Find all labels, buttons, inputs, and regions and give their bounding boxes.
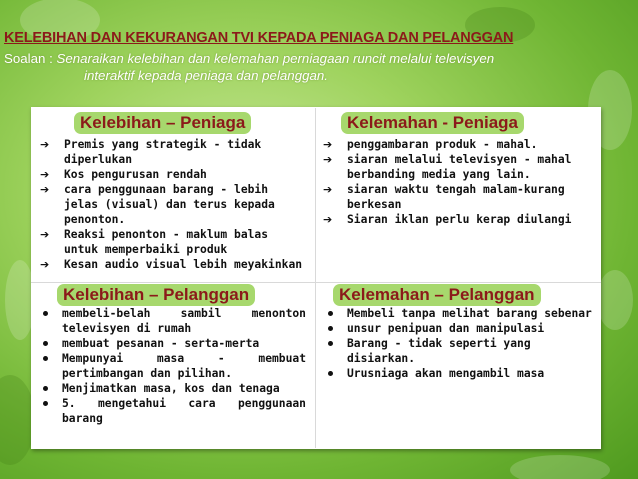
list-item: ➔ penggambaran produk - mahal. [323,138,538,151]
question-line-2: interaktif kepada peniaga dan pelanggan. [84,68,328,83]
question-line-1: Senaraikan kelebihan dan kelemahan perniagaan runcit melalui televisyen [56,51,495,66]
list-item: Barang - tidak seperti yang disiarkan. [323,336,593,366]
arrow-right-icon: ➔ [40,228,50,241]
list-item: ➔ cara penggunaan barang - lebih jelas (visual) dan terus kepada penonton. [40,183,275,226]
heading-kelebihan-peniaga: Kelebihan – Peniaga [74,112,251,134]
list-item: Membeli tanpa melihat barang sebenar [323,306,593,321]
round-bullet-icon [43,401,48,406]
heading-kelemahan-peniaga: Kelemahan - Peniaga [341,112,524,134]
round-bullet-icon [328,326,333,331]
round-bullet-icon [43,356,48,361]
arrow-right-icon: ➔ [40,183,50,196]
arrow-right-icon: ➔ [323,183,333,196]
round-bullet-icon [328,371,333,376]
column-divider [315,108,316,448]
list-item: membuat pesanan - serta-merta [38,336,306,351]
slide-title: KELEBIHAN DAN KEKURANGAN TVI KEPADA PENIAGA DAN PELANGGAN [4,30,514,46]
arrow-right-icon: ➔ [40,168,50,181]
list-item: membeli-belah sambil menonton televisyen di rumah [38,306,306,336]
round-bullet-icon [43,386,48,391]
arrow-right-icon: ➔ [323,213,333,226]
list-item: Menjimatkan masa, kos dan tenaga [38,381,306,396]
list-kelemahan-pelanggan [323,306,593,381]
list-kelebihan-pelanggan [38,306,306,426]
arrow-right-icon: ➔ [40,258,50,271]
question-label: Soalan : [4,51,53,66]
list-item: unsur penipuan dan manipulasi [323,321,593,336]
list-item: 5. mengetahui cara penggunaan barang [38,396,306,426]
arrow-right-icon: ➔ [40,138,50,151]
arrow-right-icon: ➔ [323,138,333,151]
arrow-right-icon: ➔ [323,153,333,166]
list-kelemahan-peniaga [323,137,593,227]
list-kelebihan-peniaga [40,137,308,272]
list-item: ➔ siaran waktu tengah malam-kurang berkesan [323,183,565,211]
list-item: ➔ Premis yang strategik - tidak diperlukan [40,138,262,166]
list-item: ➔ siaran melalui televisyen - mahal berbanding media yang lain. [323,153,572,181]
list-item: Mempunyai masa - membuat pertimbangan dan pilihan. [38,351,306,381]
round-bullet-icon [43,341,48,346]
round-bullet-icon [43,311,48,316]
list-item: Urusniaga akan mengambil masa [323,366,593,381]
round-bullet-icon [328,341,333,346]
list-item: ➔ Kos pengurusan rendah [40,168,207,181]
list-item: ➔ Siaran iklan perlu kerap diulangi [323,213,572,226]
round-bullet-icon [328,311,333,316]
heading-kelemahan-pelanggan: Kelemahan – Pelanggan [333,284,541,306]
question-text [4,50,634,84]
list-item: ➔ Reaksi penonton - maklum balas untuk memperbaiki produk [40,228,269,256]
row-divider [31,282,601,283]
heading-kelebihan-pelanggan: Kelebihan – Pelanggan [57,284,255,306]
list-item: ➔ Kesan audio visual lebih meyakinkan [40,258,303,271]
